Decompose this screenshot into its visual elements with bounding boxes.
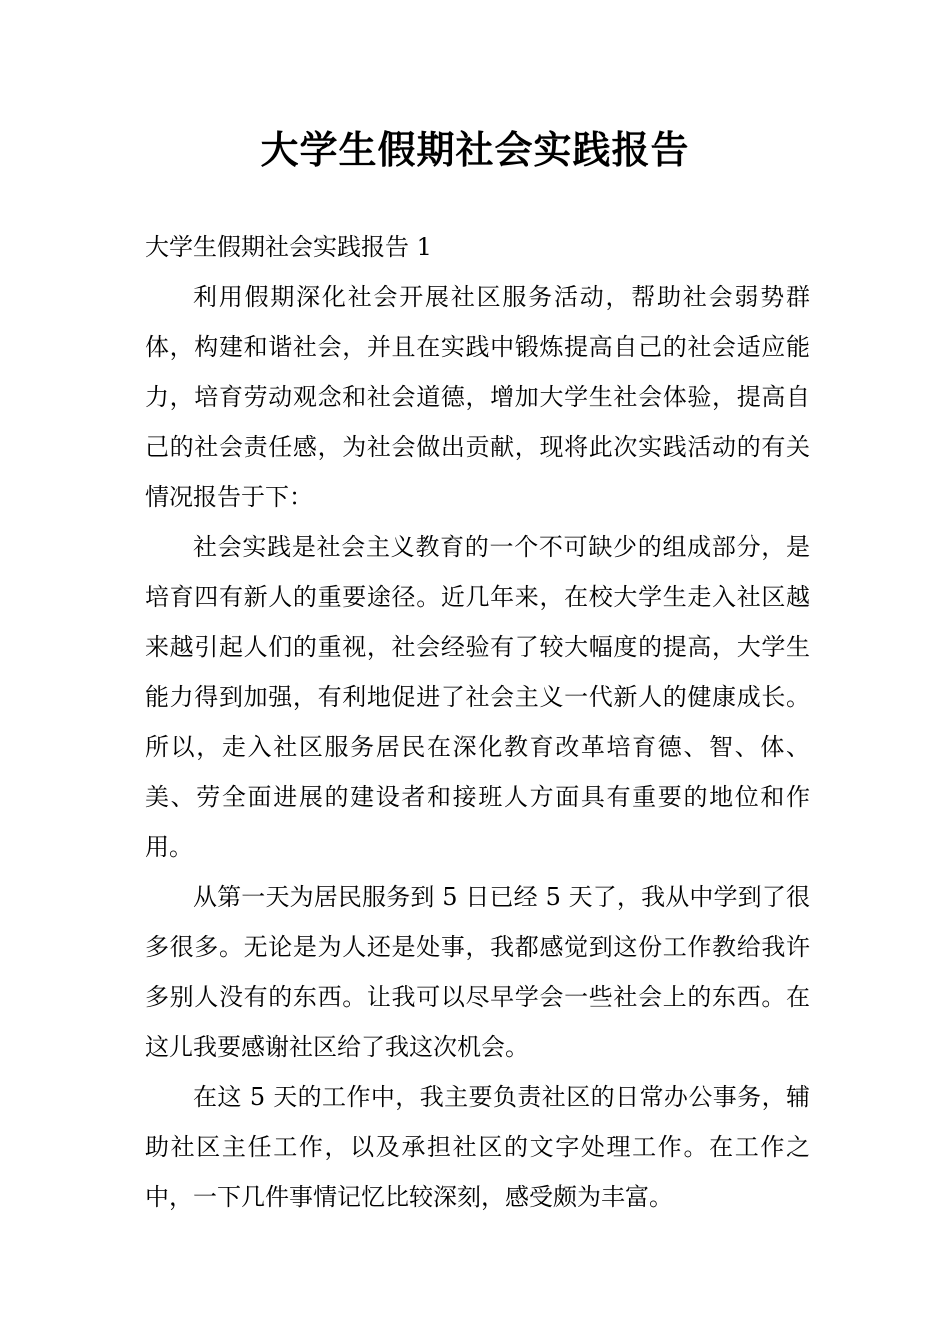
paragraph: 利用假期深化社会开展社区服务活动，帮助社会弱势群体，构建和谐社会，并且在实践中锻炼提高自己的社会适应能力，培育劳动观念和社会道德，增加大学生社会体验，提高自己的社会责任感，为社会做出贡献，现将此次实践活动的有关情况报告于下： [145,283,810,511]
paragraph: 从第一天为居民服务到 5 日已经 5 天了，我从中学到了很多很多。无论是为人还是处事，我都感觉到这份工作教给我许多别人没有的东西。让我可以尽早学会一些社会上的东西。在这儿我要感谢社区给了我这次机会。 [145,883,810,1061]
paragraph: 社会实践是社会主义教育的一个不可缺少的组成部分，是培育四有新人的重要途径。近几年来，在校大学生走入社区越来越引起人们的重视，社会经验有了较大幅度的提高，大学生能力得到加强，有利地促进了社会主义一代新人的健康成长。所以，走入社区服务居民在深化教育改革培育德、智、体、美、劳全面进展的建设者和接班人方面具有重要的地位和作用。 [145,533,810,861]
document-body [145,222,810,1222]
paragraph: 在这 5 天的工作中，我主要负责社区的日常办公事务，辅助社区主任工作，以及承担社区的文字处理工作。在工作之中，一下几件事情记忆比较深刻，感受颇为丰富。 [145,1083,810,1211]
section-heading: 大学生假期社会实践报告 1 [145,233,432,261]
document-title: 大学生假期社会实践报告 [260,128,690,172]
